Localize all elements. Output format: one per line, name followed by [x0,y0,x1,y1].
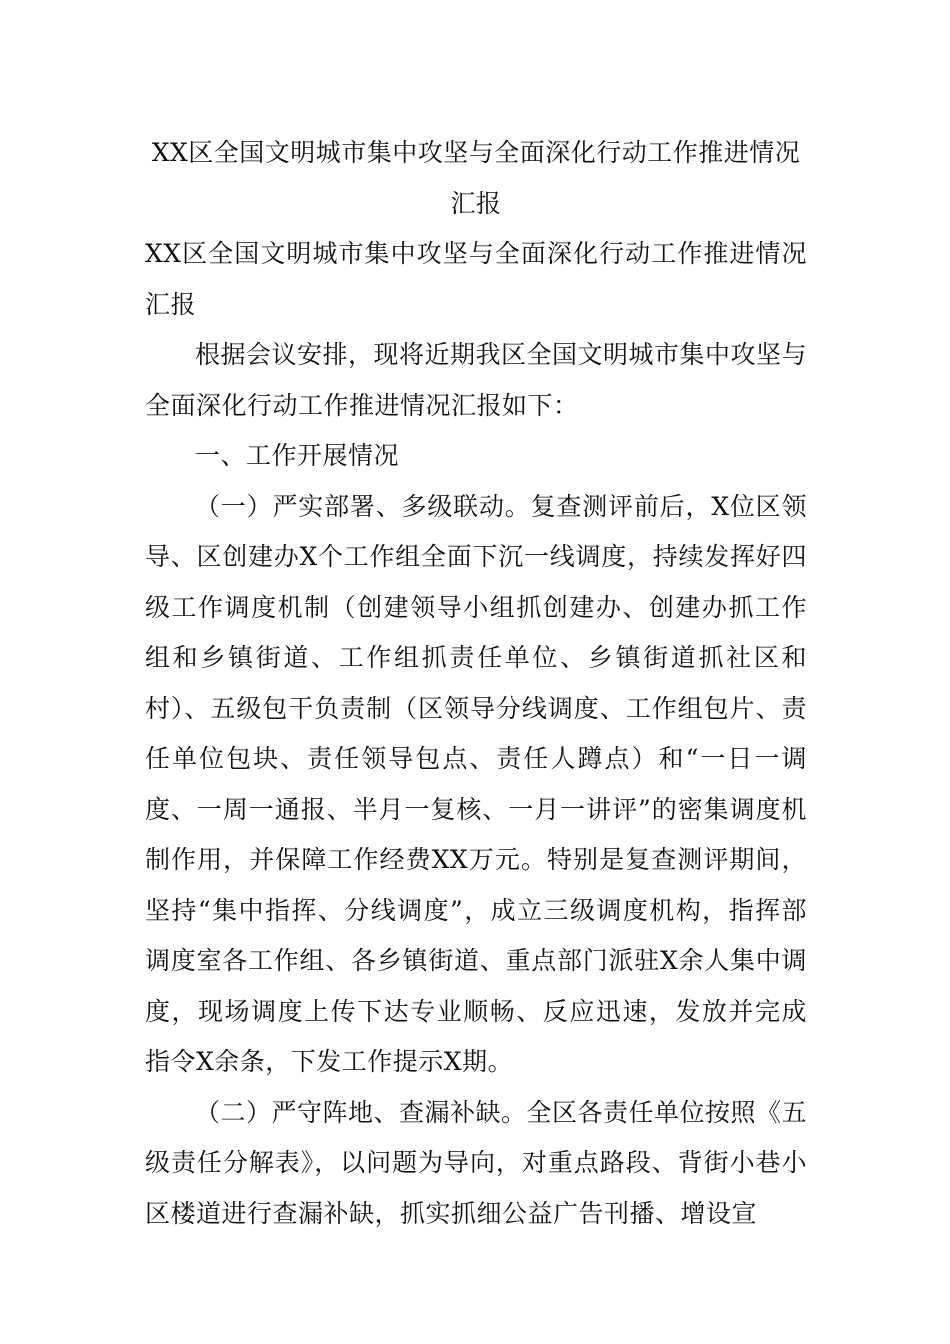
paragraph-1: （一）严实部署、多级联动。复查测评前后，X位区领导、区创建办X个工作组全面下沉一线调度，持续发挥好四级工作调度机制（创建领导小组抓创建办、创建办抓工作组和乡镇街道、工作组抓责任单位、乡镇街道抓社区和村）、五级包干负责制（区领导分线调度、工作组包片、责任单位包块、责任领导包点、责任人蹲点）和“一日一调度、一周一通报、半月一复核、一月一讲评”的密集调度机制作用，并保障工作经费XX万元。特别是复查测评期间，坚持“集中指挥、分线调度”，成立三级调度机构，指挥部调度室各工作组、各乡镇街道、重点部门派驻X余人集中调度，现场调度上传下达专业顺畅、反应迅速，发放并完成指令X余条，下发工作提示X期。 [145,491,807,1076]
document-title: XX区全国文明城市集中攻坚与全面深化行动工作推进情况汇报 [151,138,801,218]
intro-paragraph: 根据会议安排，现将近期我区全国文明城市集中攻坚与全面深化行动工作推进情况汇报如下： [145,340,808,420]
document-subtitle: XX区全国文明城市集中攻坚与全面深化行动工作推进情况汇报 [145,239,807,319]
paragraph-2: （二）严守阵地、查漏补缺。全区各责任单位按照《五级责任分解表》，以问题为导向，对重点路段、背街小巷小区楼道进行查漏补缺，抓实抓细公益广告刊播、增设宣 [145,1097,808,1228]
section-heading: 一、工作开展情况 [195,441,400,470]
document-body [145,128,807,1239]
